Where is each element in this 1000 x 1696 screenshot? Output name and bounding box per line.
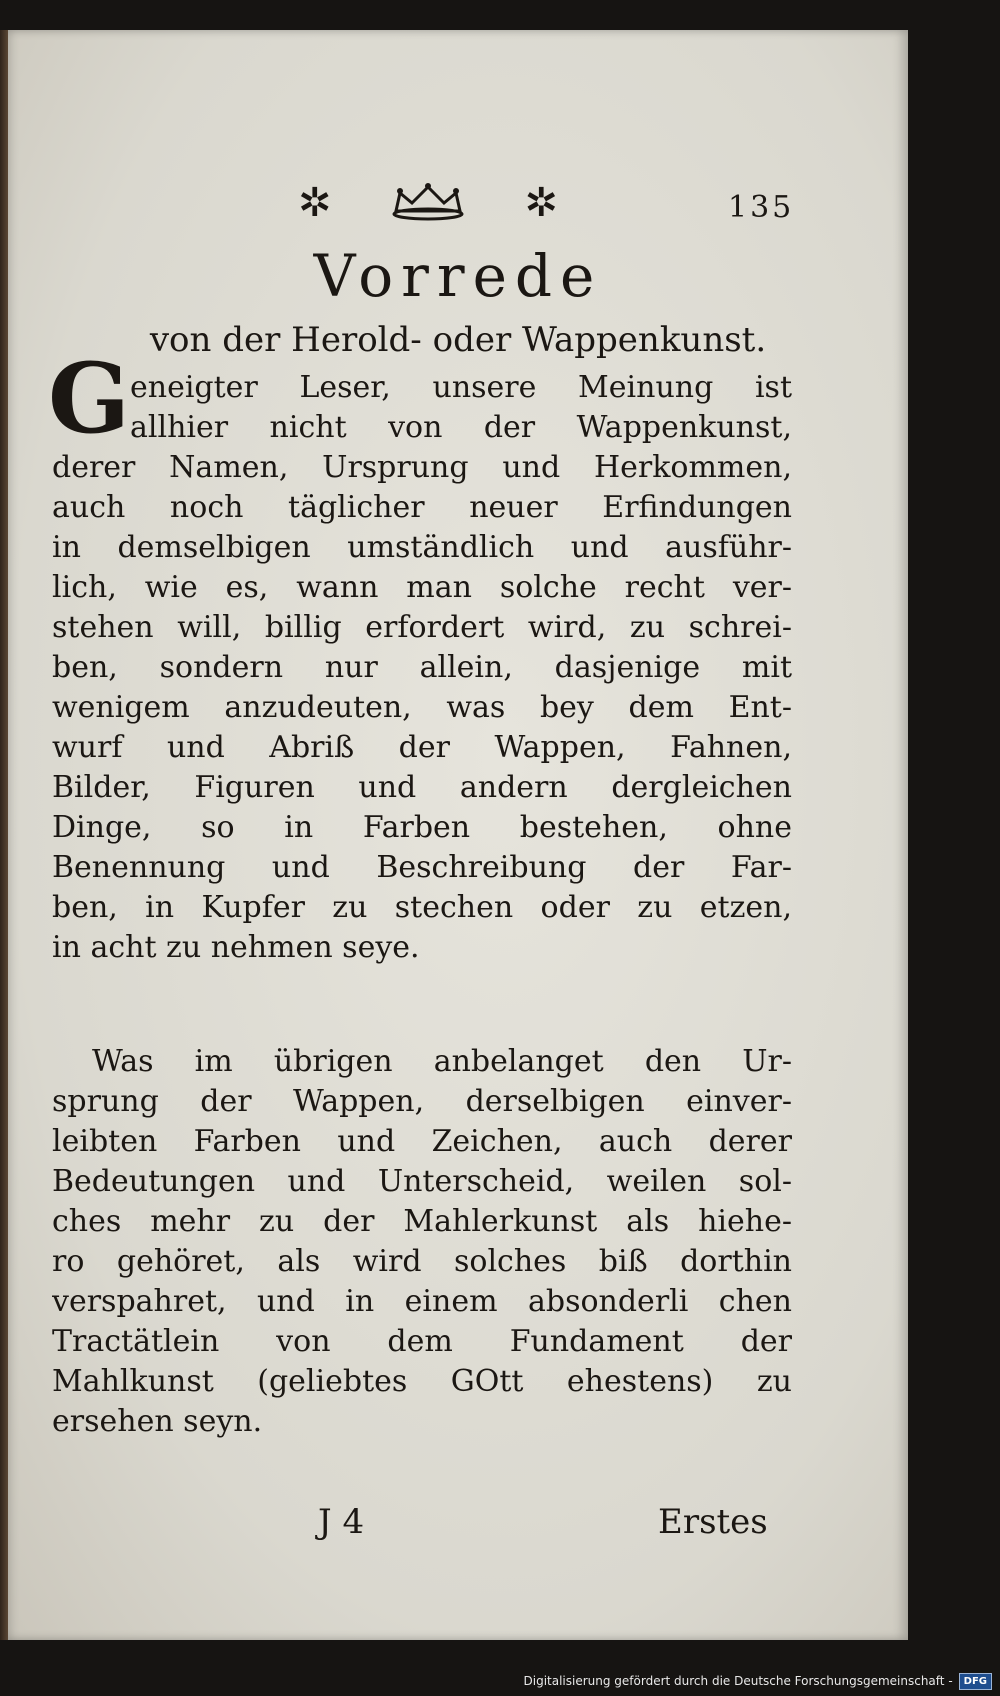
book-binding-edge	[0, 30, 8, 1640]
text-line: ben, sondern nur allein, dasjenige mit	[52, 650, 792, 685]
paragraph-2	[52, 1042, 792, 1442]
text-line: Dinge, so in Farben bestehen, ohne	[52, 810, 792, 845]
text-line: stehen will, billig erfordert wird, zu schrei-	[52, 610, 792, 645]
text-line: derer Namen, Ursprung und Herkommen,	[52, 450, 792, 485]
text-line: lich, wie es, wann man solche recht ver-	[52, 570, 792, 605]
text-line: Bilder, Figuren und andern dergleichen	[52, 770, 792, 805]
signature-mark: J 4	[318, 1502, 365, 1542]
page-number: 135	[728, 190, 795, 225]
page-subtitle: von der Herold- oder Wappenkunst.	[149, 320, 767, 360]
text-line: ersehen seyn.	[52, 1404, 263, 1439]
text-line: Was im übrigen anbelanget den Ur-	[92, 1044, 792, 1079]
text-line: wurf und Abriß der Wappen, Fahnen,	[52, 730, 792, 765]
text-line: allhier nicht von der Wappenkunst,	[130, 410, 792, 445]
text-line: ben, in Kupfer zu stechen oder zu etzen,	[52, 890, 792, 925]
page-title: Vorrede	[313, 242, 603, 310]
text-line: ro gehöret, als wird solches biß dorthin	[52, 1244, 792, 1279]
star-ornament-icon: ✲	[298, 180, 332, 226]
text-line: leibten Farben und Zeichen, auch derer	[52, 1124, 792, 1159]
book-page	[8, 30, 908, 1640]
text-line: Mahlkunst (geliebtes GOtt ehestens) zu	[52, 1364, 792, 1399]
paragraph-1	[52, 368, 792, 968]
dfg-logo-icon: DFG	[959, 1673, 992, 1690]
text-line: wenigem anzudeuten, was bey dem Ent-	[52, 690, 792, 725]
digitization-footer	[524, 1670, 993, 1692]
text-line: Tractätlein von dem Fundament der	[52, 1324, 792, 1359]
text-line: auch noch täglicher neuer Erfindungen	[52, 490, 792, 525]
text-line: Benennung und Beschreibung der Far-	[52, 850, 792, 885]
text-line: sprung der Wappen, derselbigen einver-	[52, 1084, 792, 1119]
catchword: Erstes	[658, 1502, 768, 1542]
text-line: verspahret, und in einem absonderli chen	[52, 1284, 792, 1319]
text-line: eneigter Leser, unsere Meinung ist	[130, 370, 792, 405]
crown-ornament-icon	[388, 181, 468, 225]
text-line: ches mehr zu der Mahlerkunst als hiehe-	[52, 1204, 792, 1239]
drop-cap-initial: G	[48, 342, 130, 455]
header-ornament	[298, 178, 558, 228]
footer-credit-text: Digitalisierung gefördert durch die Deutsche Forschungsgemeinschaft -	[523, 1674, 953, 1688]
text-line: in demselbigen umständlich und ausführ-	[52, 530, 792, 565]
text-line: Bedeutungen und Unterscheid, weilen sol-	[52, 1164, 792, 1199]
star-ornament-icon: ✲	[524, 180, 558, 226]
text-line: in acht zu nehmen seye.	[52, 930, 420, 965]
